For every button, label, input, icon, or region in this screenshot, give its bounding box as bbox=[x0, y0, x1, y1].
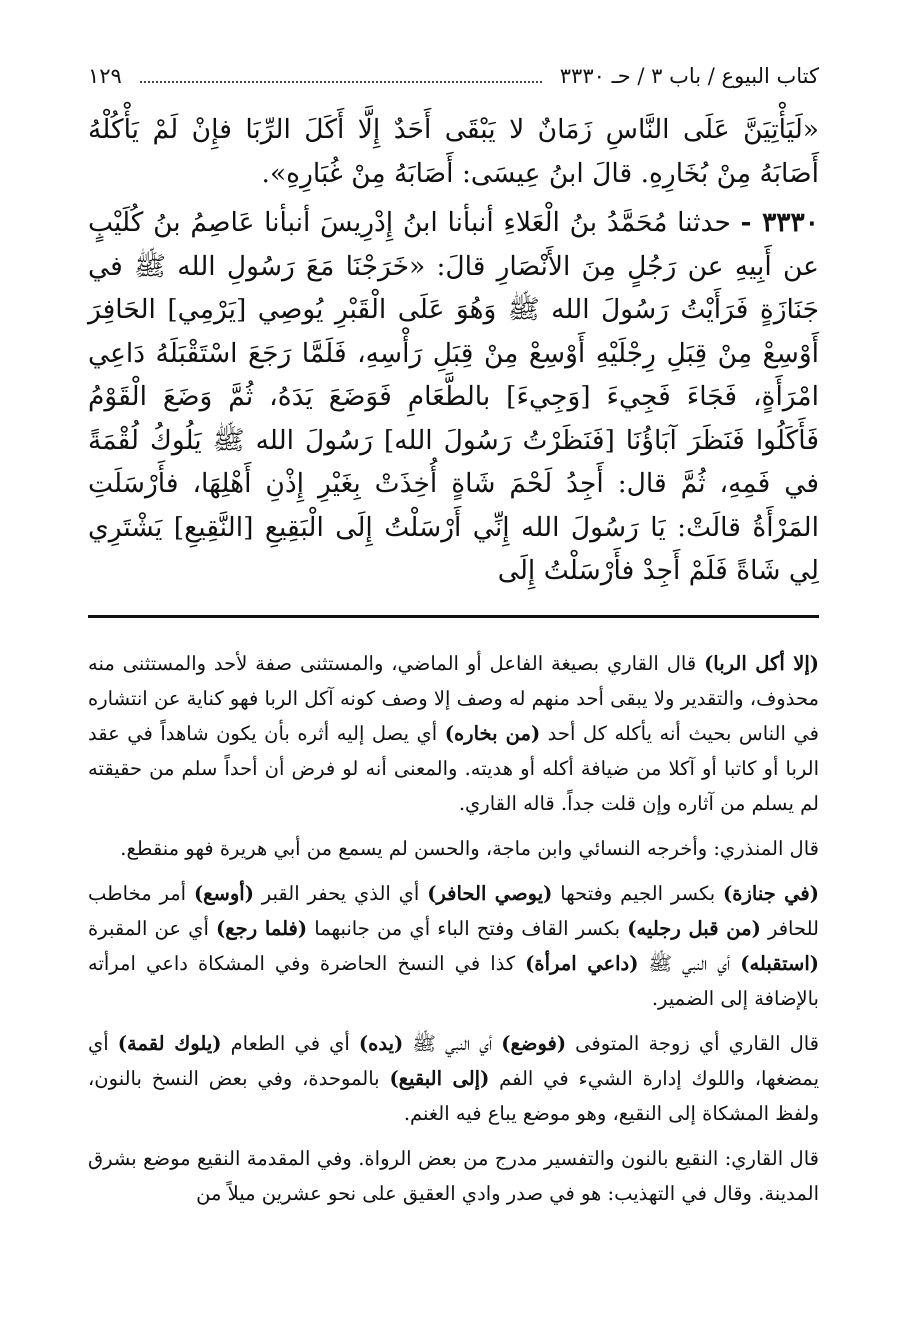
note-lemma: (إلى البقيع) bbox=[389, 1066, 490, 1090]
note-text: بكسر القاف وفتح الباء أي من جانبهما bbox=[307, 916, 628, 940]
note-lemma: (يلوك لقمة) bbox=[117, 1031, 222, 1055]
hadith-paragraph-2 bbox=[88, 201, 819, 593]
note-text: قال القاري أي زوجة المتوفى bbox=[566, 1031, 820, 1055]
note-lemma: (داعي امرأة) bbox=[525, 951, 639, 975]
note-text: قال القاري: النقيع بالنون والتفسير مدرج من بعض الرواة. وفي المقدمة النقيع موضع بشرق المدينة. وقال في التهذيب: هو في صدر وادي العقيق على نحو عشرين ميلاً من bbox=[88, 1146, 819, 1205]
note-lemma: (أوسع) bbox=[193, 881, 254, 905]
commentary-notes bbox=[88, 646, 819, 1211]
note-text: أي النبي ﷺ bbox=[403, 1031, 502, 1055]
note-text: أي في الطعام bbox=[221, 1031, 359, 1055]
note-lemma: (في جنازة) bbox=[723, 881, 819, 905]
note-paragraph bbox=[88, 646, 819, 821]
running-title: كتاب البيوع / باب ٣ / حـ ٣٣٣٠ bbox=[559, 64, 819, 88]
note-text: أي عن المقبرة bbox=[88, 916, 217, 940]
note-text: كذا في النسخ الحاضرة وفي المشكاة داعي امرأته بالإضافة إلى الضمير. bbox=[88, 951, 819, 1010]
note-paragraph bbox=[88, 831, 819, 866]
note-lemma: (فلما رجع) bbox=[216, 916, 308, 940]
note-text: أمر مخاطب للحافر bbox=[88, 881, 819, 940]
note-text: أي يمضغها، واللوك إدارة الشيء في الفم bbox=[88, 1031, 819, 1090]
note-text: أي يصل إليه أثره بأن يكون شاهداً في عقد الربا أو كاتبا أو آكلا من ضيافة أكله أو هديته. والمعنى أنه لو فرض أن أحداً سلم من حقيقته لم يسلم من آثاره وإن قلت جداً. قاله القاري. bbox=[88, 721, 819, 815]
leader-dots bbox=[140, 81, 542, 83]
footnote-divider bbox=[88, 615, 819, 618]
note-text: قال المنذري: وأخرجه النسائي وابن ماجة، والحسن لم يسمع من أبي هريرة فهو منقطع. bbox=[120, 836, 819, 860]
running-header bbox=[88, 56, 819, 104]
page-number: ١٢٩ bbox=[88, 64, 122, 88]
hadith-paragraph-1: «لَيَأْتِيَنَّ عَلَى النَّاسِ زَمَانٌ لا يَبْقَى أَحَدٌ إِلَّا أَكَلَ الرِّبَا فإِنْ لَمْ يَأْكُلْهُ أَصَابَهُ مِنْ بُخَارِهِ. قالَ ابنُ عِيسَى: أَصَابَهُ مِنْ غُبَارِهِ». bbox=[88, 114, 819, 189]
note-paragraph bbox=[88, 1026, 819, 1131]
note-text: أي النبي ﷺ bbox=[638, 951, 741, 975]
note-lemma: (يده) bbox=[358, 1031, 404, 1055]
note-text: قال القاري بصيغة الفاعل أو الماضي، والمستثنى صفة لأحد والمستثنى منه محذوف، والتقدير ولا يبقى أحد منهم له وصف إلا وصف كونه آكل الربا فهو كناية عن انتشاره في الناس بحيث أنه يأكله كل أحد bbox=[88, 651, 819, 745]
hadith-body: حدثنا مُحَمَّدُ بنُ الْعَلاءِ أنبأنا ابنُ إِدْرِيسَ أنبأنا عَاصِمُ بنُ كُلَيْبٍ عن أَبِيهِ عن رَجُلٍ مِنَ الأَنْصَارِ قالَ: «خَرَجْنَا مَعَ رَسُولِ الله ﷺ في جَنَازَةٍ فَرَأَيْتُ رَسُولَ الله ﷺ وَهُوَ عَلَى الْقَبْرِ يُوصِي [يَرْمِي] الحَافِرَ أَوْسِعْ مِنْ قِبَلِ رِجْلَيْهِ أَوْسِعْ مِنْ قِبَلِ رَأْسِهِ، فَلَمَّا رَجَعَ اسْتَقْبَلَهُ دَاعِي امْرَأَةٍ، فَجَاءَ فَجِيءَ [وَجِيءَ] بالطَّعَامِ فَوَضَعَ يَدَهُ، ثُمَّ وَضَعَ الْقَوْمُ فَأَكَلُوا فَنَظَرَ آبَاؤُنَا [فَنَظَرْتُ رَسُولَ الله] رَسُولَ الله ﷺ يَلُوكُ لُقْمَةً في فَمِهِ، ثُمَّ قال: أَجِدُ لَحْمَ شَاةٍ أُخِذَتْ بِغَيْرِ إِذْنِ أَهْلِهَا، فأَرْسَلَتِ المَرْأَةُ قالَتْ: يَا رَسُولَ الله إِنِّي أَرْسَلْتُ إِلَى الْبَقِيعِ [النَّقِيعِ] يَشْتَرِي لِي شَاةً فَلَمْ أَجِدْ فأَرْسَلْتُ إِلَى bbox=[88, 207, 819, 586]
note-paragraph bbox=[88, 876, 819, 1016]
note-lemma: (من قبل رجليه) bbox=[627, 916, 761, 940]
note-text: بكسر الجيم وفتحها bbox=[552, 881, 724, 905]
note-lemma: (من بخاره) bbox=[444, 721, 541, 745]
note-text: أي الذي يحفر القبر bbox=[253, 881, 428, 905]
note-text: بالموحدة، وفي بعض النسخ بالنون، ولفظ المشكاة إلى النقيع، وهو موضع يباع فيه الغنم. bbox=[88, 1066, 819, 1125]
note-lemma: (إلا أكل الربا) bbox=[704, 651, 819, 675]
note-lemma: (يوصي الحافر) bbox=[427, 881, 553, 905]
hadith-text bbox=[88, 108, 819, 593]
hadith-number: ٣٣٣٠ - bbox=[740, 207, 819, 238]
note-paragraph bbox=[88, 1141, 819, 1211]
note-lemma: (فوضع) bbox=[501, 1031, 567, 1055]
note-lemma: (استقبله) bbox=[740, 951, 819, 975]
